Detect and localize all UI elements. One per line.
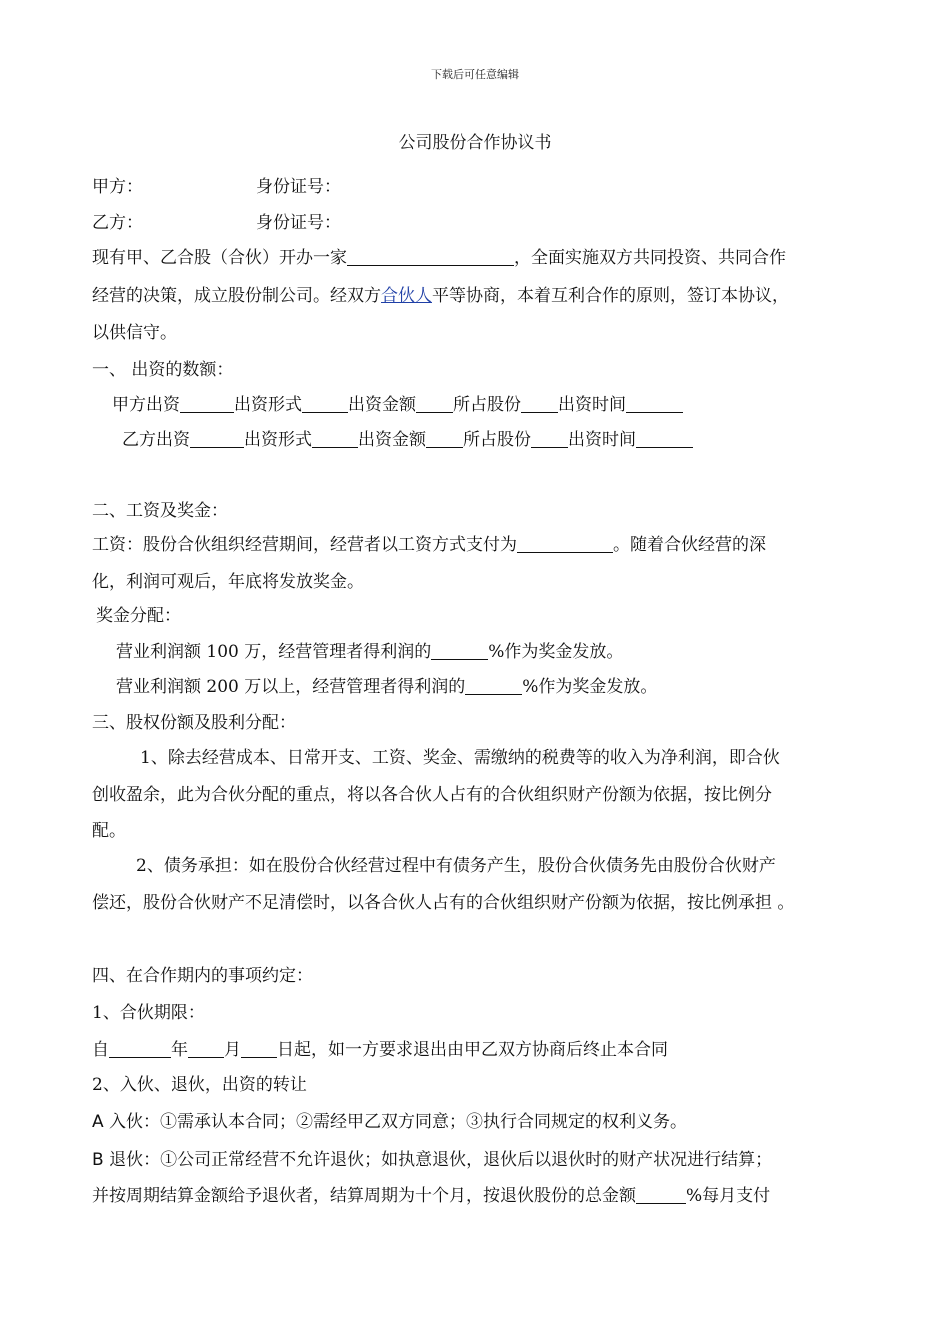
term-line [92, 1040, 668, 1060]
section-4-heading: 四、在合作期内的事项约定： [92, 966, 313, 986]
profit-paragraph-line-1: 1、除去经营成本、日常开支、工资、奖金、需缴纳的税费等的收入为净利润，即合伙 [140, 748, 780, 768]
contribution-label: 甲方出资 [112, 395, 180, 415]
blank [302, 396, 348, 413]
intro-line-1 [92, 248, 786, 268]
party-a-id-label: 身份证号： [256, 177, 341, 197]
partner-link[interactable]: 合伙人 [381, 286, 432, 306]
term-text: 年 [171, 1040, 188, 1060]
contribution-form-label: 出资形式 [244, 430, 312, 450]
transfer-heading: 2、入伙、退伙，出资的转让 [92, 1075, 307, 1095]
term-heading: 1、合伙期限： [92, 1003, 205, 1023]
party-a-line [92, 177, 341, 197]
bonus-text: %作为奖金发放。 [488, 642, 624, 662]
quit-rule [92, 1150, 772, 1170]
section-3-heading: 三、股权份额及股利分配： [92, 713, 296, 733]
intro-line-2 [92, 286, 789, 306]
wage-blank [517, 536, 613, 553]
party-b-label: 乙方： [92, 213, 143, 233]
contribution-label: 乙方出资 [122, 430, 190, 450]
term-text: 日起，如一方要求退出由甲乙双方协商后终止本合同 [277, 1040, 668, 1060]
intro-text: 平等协商，本着互利合作的原则，签订本协议， [432, 286, 789, 306]
blank [636, 431, 693, 448]
company-name-blank [347, 249, 514, 266]
blank [426, 431, 463, 448]
intro-text: 经营的决策，成立股份制公司。经双方 [92, 286, 381, 306]
bonus-rule-2 [116, 677, 657, 697]
term-text: 自 [92, 1040, 109, 1060]
settlement-line [92, 1186, 770, 1206]
intro-text: ，全面实施双方共同投资、共同合作 [514, 248, 786, 268]
blank [312, 431, 358, 448]
party-b-line [92, 213, 341, 233]
blank [531, 431, 568, 448]
party-a-label: 甲方： [92, 177, 143, 197]
bonus-text: 营业利润额 200 万以上，经营管理者得利润的 [116, 677, 466, 697]
party-a-contribution-row [112, 395, 683, 415]
blank [416, 396, 453, 413]
wage-line-1 [92, 535, 766, 555]
page-header-note: 下载后可任意编辑 [431, 68, 519, 81]
wage-text: 工资：股份合伙组织经营期间，经营者以工资方式支付为 [92, 535, 517, 555]
blank [626, 396, 683, 413]
profit-paragraph-line-2: 创收盈余，此为合伙分配的重点，将以各合伙人占有的合伙组织财产份额为依据，按比例分 [92, 785, 772, 805]
bonus-text: 营业利润额 100 万，经营管理者得利润的 [116, 642, 432, 662]
percent-blank [636, 1187, 686, 1204]
blank [190, 431, 244, 448]
day-blank [241, 1041, 277, 1058]
percent-blank [465, 678, 522, 695]
party-b-contribution-row [122, 430, 693, 450]
share-label: 所占股份 [453, 395, 521, 415]
blank [521, 396, 558, 413]
share-label: 所占股份 [463, 430, 531, 450]
month-blank [188, 1041, 224, 1058]
contribution-money-label: 出资金额 [358, 430, 426, 450]
contribution-form-label: 出资形式 [234, 395, 302, 415]
debt-paragraph-line-2: 偿还，股份合伙财产不足清偿时，以各合伙人占有的合伙组织财产份额为依据，按比例承担 。 [92, 893, 795, 913]
bonus-heading: 奖金分配： [96, 606, 181, 626]
join-text: 入伙：①需承认本合同；②需经甲乙双方同意；③执行合同规定的权利义务。 [103, 1112, 688, 1132]
quit-text: 退伙：①公司正常经营不允许退伙；如执意退伙，退伙后以退伙时的财产状况进行结算； [103, 1150, 773, 1170]
settlement-text: %每月支付 [686, 1186, 771, 1206]
quit-letter: B [92, 1150, 104, 1170]
party-b-id-label: 身份证号： [256, 213, 341, 233]
blank [180, 396, 234, 413]
join-rule [92, 1112, 687, 1132]
document-title: 公司股份合作协议书 [398, 133, 552, 153]
contribution-time-label: 出资时间 [568, 430, 636, 450]
settlement-text: 并按周期结算金额给予退伙者，结算周期为十个月，按退伙股份的总金额 [92, 1186, 636, 1206]
debt-paragraph-line-1: 2、债务承担：如在股份合伙经营过程中有债务产生，股份合伙债务先由股份合伙财产 [136, 856, 776, 876]
intro-text: 现有甲、乙合股（合伙）开办一家 [92, 248, 347, 268]
intro-line-3: 以供信守。 [92, 323, 177, 343]
wage-line-2: 化，利润可观后，年底将发放奖金。 [92, 572, 364, 592]
contribution-money-label: 出资金额 [348, 395, 416, 415]
section-1-heading: 一、 出资的数额： [92, 360, 234, 380]
contribution-time-label: 出资时间 [558, 395, 626, 415]
bonus-text: %作为奖金发放。 [522, 677, 658, 697]
join-letter: A [92, 1112, 104, 1132]
year-blank [109, 1041, 171, 1058]
percent-blank [431, 643, 488, 660]
wage-text: 。随着合伙经营的深 [613, 535, 766, 555]
bonus-rule-1 [116, 642, 623, 662]
section-2-heading: 二、工资及奖金： [92, 501, 228, 521]
term-text: 月 [224, 1040, 241, 1060]
profit-paragraph-line-3: 配。 [92, 821, 126, 841]
